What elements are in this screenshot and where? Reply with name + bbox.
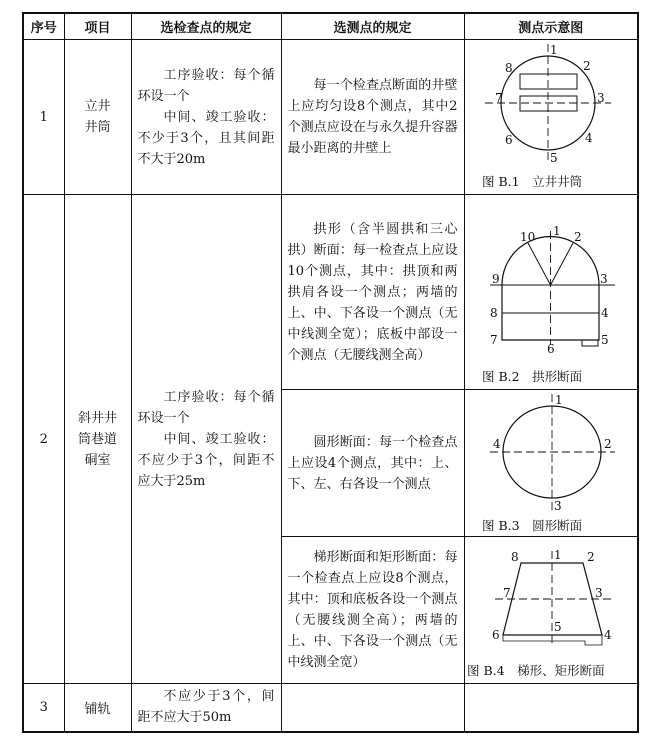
svg-text:4: 4	[603, 628, 612, 642]
figure-caption: 图 B.1 立井井筒	[481, 174, 582, 189]
header-check-rule: 选检查点的规定	[131, 13, 281, 40]
shaft-diagram	[465, 40, 639, 194]
measurement-point-table	[22, 12, 639, 733]
empty-cell	[464, 684, 638, 732]
svg-text:5: 5	[549, 151, 558, 165]
figure-b4	[464, 537, 638, 684]
check-rule: 工序验收：每个循环设一个	[137, 67, 275, 104]
svg-text:3: 3	[553, 499, 562, 513]
figure-caption: 图 B.2 拱形断面	[481, 369, 582, 384]
row-item: 铺轨	[64, 684, 131, 732]
header-diagram: 测点示意图	[464, 13, 638, 40]
svg-text:2: 2	[582, 59, 591, 73]
svg-text:5: 5	[553, 620, 562, 634]
figure-b3	[464, 390, 638, 537]
point-rule: 拱形（含半圆拱和三心拱）断面：每一检查点上应设10个测点，其中：拱顶和两拱肩各设一个测点；两墙的上、中、下各设一个测点（无中线测全宽）；底板中部设一个测点（无腰线测全高）	[281, 195, 464, 390]
svg-text:8: 8	[510, 550, 519, 564]
svg-text:2: 2	[573, 230, 582, 244]
trapezoid-diagram	[465, 537, 639, 683]
check-rule: 工序验收：每个循环设一个	[137, 389, 275, 426]
arch-diagram	[465, 195, 639, 389]
table-row	[23, 684, 638, 732]
svg-text:2: 2	[586, 550, 595, 564]
svg-text:7: 7	[494, 91, 503, 105]
svg-text:1: 1	[554, 393, 563, 407]
figure-caption: 图 B.4 梯形、矩形断面	[466, 663, 605, 678]
check-rule: 中间、竣工验收：不少于3个，且其间距不大于20m	[137, 109, 275, 167]
empty-cell	[281, 684, 464, 732]
table-row	[23, 195, 638, 390]
row-no: 3	[23, 684, 64, 732]
svg-text:10: 10	[519, 230, 535, 244]
row-no: 1	[23, 40, 64, 195]
svg-text:6: 6	[504, 133, 513, 147]
point-rule: 圆形断面：每一个检查点上应设4个测点，其中：上、下、左、右各设一个测点	[281, 390, 464, 537]
check-rule: 不应少于3个，间距不应大于50m	[131, 684, 281, 732]
svg-text:1: 1	[552, 224, 561, 238]
svg-text:3: 3	[599, 272, 608, 286]
figure-b2	[464, 195, 638, 390]
svg-text:1: 1	[553, 548, 562, 562]
svg-text:6: 6	[491, 628, 500, 642]
svg-text:8: 8	[489, 306, 498, 320]
check-rule: 中间、竣工验收：不应少于3个，间距不应大于25m	[137, 431, 275, 489]
row-item: 立井井筒	[84, 99, 111, 135]
figure-caption: 图 B.3 圆形断面	[481, 518, 582, 533]
svg-text:7: 7	[502, 586, 511, 600]
svg-text:3: 3	[596, 91, 605, 105]
point-rule: 梯形断面和矩形断面：每一个检查点上应设8个测点，其中：顶和底板各设一个测点（无腰线测全高）；两墙的上、中、下各设一个测点（无中线测全宽）	[281, 537, 464, 684]
header-item: 项目	[64, 13, 131, 40]
svg-text:4: 4	[600, 306, 609, 320]
svg-text:2: 2	[603, 437, 612, 451]
svg-text:8: 8	[504, 61, 513, 75]
svg-text:6: 6	[546, 342, 555, 356]
circle-diagram	[465, 390, 639, 536]
svg-text:4: 4	[492, 437, 501, 451]
figure-b1	[464, 40, 638, 195]
header-no: 序号	[23, 13, 64, 40]
header-row	[23, 13, 638, 40]
row-item: 斜井井筒巷道硐室	[77, 410, 117, 468]
svg-text:1: 1	[549, 43, 558, 57]
svg-text:9: 9	[491, 272, 500, 286]
svg-text:3: 3	[594, 586, 603, 600]
svg-text:5: 5	[600, 333, 609, 347]
table-row	[23, 40, 638, 195]
header-point-rule: 选测点的规定	[281, 13, 464, 40]
row-no: 2	[23, 195, 64, 684]
svg-text:4: 4	[584, 131, 593, 145]
svg-text:7: 7	[489, 333, 498, 347]
point-rule: 每一个检查点断面的井壁上应均匀设8个测点，其中2个测点应设在与永久提升容器最小距离的井壁上	[281, 40, 464, 195]
